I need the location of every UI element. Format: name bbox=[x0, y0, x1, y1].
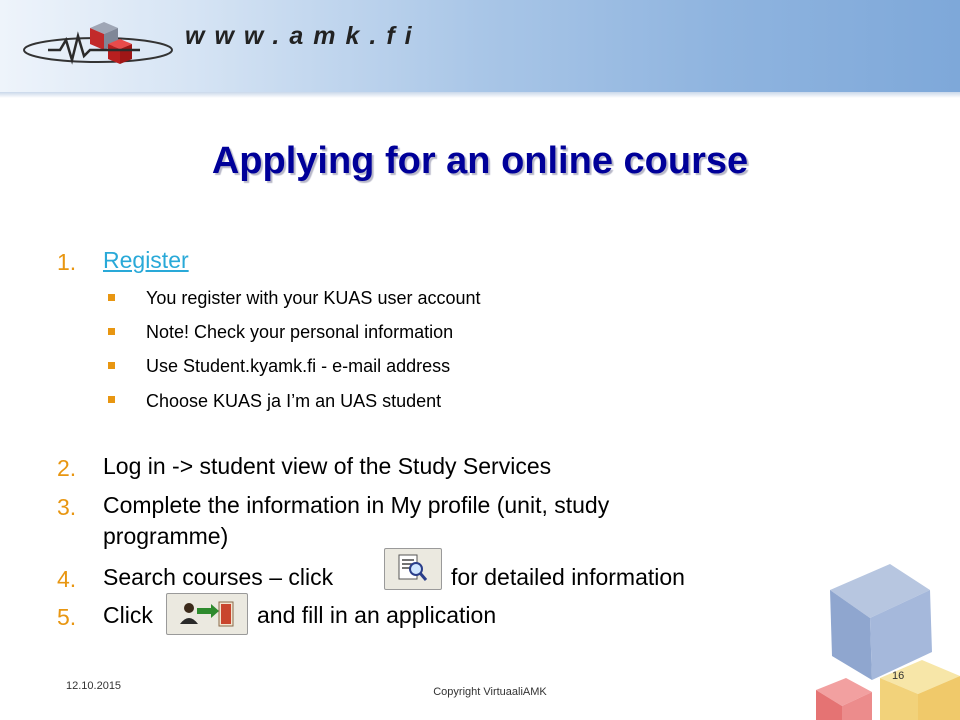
sub-item: Choose KUAS ja I’m an UAS student bbox=[146, 391, 442, 411]
amk-logo-icon bbox=[20, 10, 180, 82]
search-details-icon[interactable] bbox=[384, 548, 442, 590]
apply-icon[interactable] bbox=[166, 593, 248, 635]
bullet-icon bbox=[108, 396, 115, 403]
step-2-text: Log in -> student view of the Study Services bbox=[103, 453, 552, 479]
step-1-number: 1. bbox=[57, 249, 77, 275]
step-5-number: 5. bbox=[57, 604, 77, 630]
url-text[interactable]: www.amk.fi bbox=[185, 22, 422, 50]
sub-item: Use Student.kyamk.fi - e-mail address bbox=[146, 356, 451, 376]
step-2-number: 2. bbox=[57, 455, 77, 481]
sub-item: Note! Check your personal information bbox=[146, 322, 454, 342]
step-3-text-line1: Complete the information in My profile (unit, study bbox=[103, 492, 610, 518]
bullet-icon bbox=[108, 328, 115, 335]
step-5-text-before: Click bbox=[103, 602, 153, 628]
sub-item: You register with your KUAS user account bbox=[146, 288, 481, 308]
step-3-text-line2: programme) bbox=[103, 523, 229, 549]
bullet-icon bbox=[108, 294, 115, 301]
step-4-text-after: for detailed information bbox=[451, 564, 685, 590]
page-title: Applying for an online course bbox=[211, 140, 749, 182]
register-link[interactable] bbox=[103, 245, 189, 276]
step-5-text-after: and fill in an application bbox=[257, 602, 497, 628]
footer-copyright: Copyright VirtuaaliAMK bbox=[433, 686, 547, 698]
register-link-text[interactable]: Register bbox=[103, 247, 189, 273]
step-4-text-before: Search courses – click bbox=[103, 564, 334, 590]
step-4-number: 4. bbox=[57, 566, 77, 592]
step-3-number: 3. bbox=[57, 494, 77, 520]
header-shadow bbox=[0, 92, 960, 98]
bullet-icon bbox=[108, 362, 115, 369]
footer-date: 12.10.2015 bbox=[66, 680, 122, 692]
page-number: 16 bbox=[892, 670, 905, 682]
